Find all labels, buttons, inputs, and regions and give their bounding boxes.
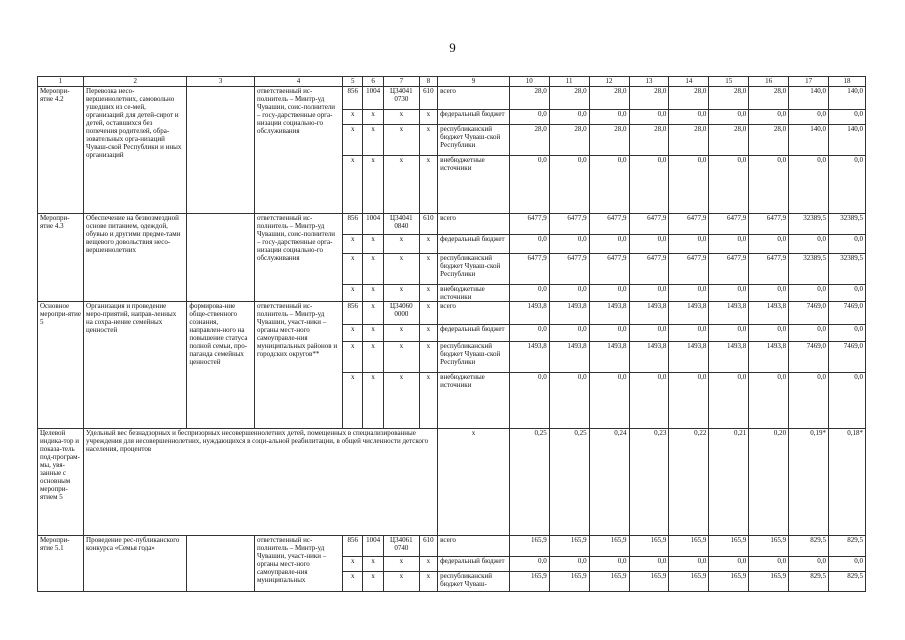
value-cell: 0,0 (509, 325, 549, 342)
code-cell: x (363, 285, 383, 302)
value-cell: 0,0 (749, 285, 789, 302)
value-cell: 1493,8 (709, 302, 749, 325)
value-cell: 7469,0 (829, 302, 866, 325)
value-cell: 32389,5 (829, 254, 866, 285)
value-cell: 165,9 (709, 536, 749, 557)
value-cell: 28,0 (509, 125, 549, 156)
code-cell: x (419, 572, 437, 592)
code-cell: x (383, 254, 419, 285)
funding-source-cell: внебюджетные источники (438, 156, 510, 214)
value-cell: 32389,5 (829, 214, 866, 235)
value-cell: 0,0 (709, 110, 749, 125)
code-cell: x (363, 557, 383, 572)
value-cell: 0,0 (789, 285, 829, 302)
value-cell: 0,0 (549, 235, 589, 254)
value-cell: 0,0 (709, 285, 749, 302)
value-cell: 0,0 (709, 557, 749, 572)
value-cell: 0,0 (789, 156, 829, 214)
funding-source-cell: федеральный бюджет (438, 557, 510, 572)
value-cell: 28,0 (669, 125, 709, 156)
code-cell: x (342, 373, 362, 429)
value-cell: 6477,9 (549, 254, 589, 285)
value-cell: 6477,9 (629, 214, 669, 235)
value-cell: 0,0 (829, 325, 866, 342)
value-cell: 0,0 (629, 373, 669, 429)
funding-source-cell: республиканский бюджет Чуваш-ской Республики (438, 254, 510, 285)
value-cell: 0,0 (789, 325, 829, 342)
executor-cell: ответственный ис-полнитель – Минтр-уд Чувашии, соис-полнители – госу-дарственные орга-низации социально-го обслуживания (254, 87, 342, 214)
value-cell: 829,5 (829, 572, 866, 592)
value-cell: 1493,8 (709, 342, 749, 373)
value-cell: 28,0 (709, 87, 749, 110)
value-cell: 0,0 (589, 557, 629, 572)
value-cell: 6477,9 (589, 214, 629, 235)
value-cell: 28,0 (629, 87, 669, 110)
value-cell: 0,0 (829, 373, 866, 429)
column-header: 10 (509, 77, 549, 87)
value-cell: 28,0 (629, 125, 669, 156)
code-cell: x (383, 235, 419, 254)
column-header: 12 (589, 77, 629, 87)
program-table (37, 76, 866, 592)
value-cell: 1493,8 (549, 342, 589, 373)
value-cell: 829,5 (829, 536, 866, 557)
funding-source-cell: федеральный бюджет (438, 235, 510, 254)
code-cell: x (342, 125, 362, 156)
value-cell: 165,9 (749, 572, 789, 592)
code-cell: x (419, 125, 437, 156)
value-cell: 0,0 (629, 285, 669, 302)
column-header: 15 (709, 77, 749, 87)
value-cell: 28,0 (549, 125, 589, 156)
value-cell: 28,0 (749, 87, 789, 110)
table-row (38, 536, 866, 557)
code-cell: x (363, 572, 383, 592)
value-cell: 1493,8 (629, 342, 669, 373)
code-cell: x (419, 156, 437, 214)
header-row (38, 77, 866, 87)
value-cell: 165,9 (669, 572, 709, 592)
code-cell: x (342, 342, 362, 373)
value-cell: 165,9 (749, 536, 789, 557)
indicator-value-cell: 0,19* (789, 429, 829, 536)
value-cell: 28,0 (589, 87, 629, 110)
value-cell: 1493,8 (629, 302, 669, 325)
code-cell: x (419, 373, 437, 429)
value-cell: 1493,8 (749, 342, 789, 373)
value-cell: 0,0 (589, 325, 629, 342)
code-cell: x (419, 254, 437, 285)
column-header: 8 (419, 77, 437, 87)
value-cell: 6477,9 (589, 254, 629, 285)
code-cell: 610 (419, 87, 437, 110)
value-cell: 6477,9 (509, 214, 549, 235)
activity-name-cell: Проведение рес-публиканского конкурса «Семья года» (84, 536, 187, 592)
value-cell: 0,0 (509, 110, 549, 125)
table-row (38, 87, 866, 110)
funding-source-cell: всего (438, 302, 510, 325)
value-cell: 165,9 (509, 572, 549, 592)
indicator-row (38, 429, 866, 536)
value-cell: 0,0 (629, 110, 669, 125)
code-cell: 1004 (363, 87, 383, 110)
activity-name-cell: Обеспечение на безвозмездной основе питанием, одеждой, обувью и другими предме-тами вещевого довольствия несо-вершеннолетних (84, 214, 187, 302)
value-cell: 1493,8 (749, 302, 789, 325)
value-cell: 0,0 (589, 110, 629, 125)
value-cell: 0,0 (789, 557, 829, 572)
indicator-text-cell: Удельный вес безнадзорных и беспризорных несовершеннолетних детей, помещенных в специализированные учреждения для несовершеннолетних, нуждающихся в соци-альной реабилитации, в общей численности детского населения, процентов (84, 429, 438, 536)
value-cell: 0,0 (789, 110, 829, 125)
code-cell: x (342, 156, 362, 214)
code-cell: x (363, 235, 383, 254)
value-cell: 165,9 (709, 572, 749, 592)
funding-source-cell: всего (438, 214, 510, 235)
value-cell: 0,0 (549, 285, 589, 302)
value-cell: 0,0 (629, 156, 669, 214)
code-cell: x (363, 325, 383, 342)
value-cell: 0,0 (669, 557, 709, 572)
value-cell: 0,0 (589, 373, 629, 429)
table-row (38, 302, 866, 325)
code-cell: x (419, 235, 437, 254)
value-cell: 140,0 (829, 125, 866, 156)
value-cell: 1493,8 (509, 342, 549, 373)
value-cell: 0,0 (589, 156, 629, 214)
code-cell: 856 (342, 536, 362, 557)
value-cell: 0,0 (749, 235, 789, 254)
indicator-value-cell: 0,20 (749, 429, 789, 536)
code-cell: x (419, 557, 437, 572)
column-header: 3 (187, 77, 255, 87)
value-cell: 140,0 (829, 87, 866, 110)
value-cell: 0,0 (509, 557, 549, 572)
activity-number-cell: Меропри-ятие 4.3 (38, 214, 84, 302)
value-cell: 140,0 (789, 125, 829, 156)
value-cell: 140,0 (789, 87, 829, 110)
column-header: 13 (629, 77, 669, 87)
value-cell: 7469,0 (789, 342, 829, 373)
code-cell: x (342, 557, 362, 572)
value-cell: 1493,8 (589, 302, 629, 325)
code-cell: x (342, 325, 362, 342)
value-cell: 0,0 (549, 373, 589, 429)
goal-cell (187, 87, 255, 214)
code-cell: x (419, 342, 437, 373)
value-cell: 0,0 (669, 325, 709, 342)
column-header: 4 (254, 77, 342, 87)
code-cell: Ц34041 0840 (383, 214, 419, 235)
executor-cell: ответственный ис-полнитель – Минтр-уд Чувашии, соис-полнители – госу-дарственные орга-низации социально-го обслуживания (254, 214, 342, 302)
value-cell: 0,0 (789, 373, 829, 429)
code-cell: 1004 (363, 536, 383, 557)
column-header: 1 (38, 77, 84, 87)
code-cell: x (383, 110, 419, 125)
value-cell: 28,0 (669, 87, 709, 110)
code-cell: x (363, 254, 383, 285)
code-cell: x (363, 110, 383, 125)
value-cell: 28,0 (549, 87, 589, 110)
code-cell: Ц34041 0730 (383, 87, 419, 110)
funding-source-cell: федеральный бюджет (438, 110, 510, 125)
code-cell: 610 (419, 536, 437, 557)
indicator-label-cell: Целевой индика-тор и показа-тель под-програм-мы, увя-занные с основным меропри-ятием 5 (38, 429, 84, 536)
code-cell: 610 (419, 214, 437, 235)
code-cell: x (363, 302, 383, 325)
activity-number-cell: Основное меропри-ятие 5 (38, 302, 84, 429)
value-cell: 0,0 (829, 110, 866, 125)
value-cell: 0,0 (789, 235, 829, 254)
value-cell: 0,0 (549, 325, 589, 342)
value-cell: 1493,8 (549, 302, 589, 325)
code-cell: x (383, 285, 419, 302)
value-cell: 6477,9 (709, 254, 749, 285)
code-cell: x (342, 110, 362, 125)
value-cell: 0,0 (589, 285, 629, 302)
value-cell: 165,9 (669, 536, 709, 557)
code-cell: x (383, 373, 419, 429)
table-row (38, 214, 866, 235)
activity-name-cell: Организация и проведение меро-приятий, направ-ленных на сохра-нение семейных ценностей (84, 302, 187, 429)
column-header: 2 (84, 77, 187, 87)
code-cell: x (419, 285, 437, 302)
code-cell: 856 (342, 214, 362, 235)
code-cell: x (383, 125, 419, 156)
value-cell: 165,9 (549, 572, 589, 592)
value-cell: 0,0 (709, 373, 749, 429)
funding-source-cell: республиканский бюджет Чуваш- (438, 572, 510, 592)
code-cell: x (363, 125, 383, 156)
goal-cell (187, 536, 255, 592)
value-cell: 0,0 (669, 235, 709, 254)
value-cell: 0,0 (509, 285, 549, 302)
code-cell: x (383, 342, 419, 373)
value-cell: 6477,9 (549, 214, 589, 235)
column-header: 17 (789, 77, 829, 87)
program-table-container (37, 76, 866, 606)
code-cell: x (342, 285, 362, 302)
indicator-x-cell: x (438, 429, 510, 536)
funding-source-cell: внебюджетные источники (438, 373, 510, 429)
page-number: 9 (449, 40, 456, 55)
code-cell: x (363, 373, 383, 429)
value-cell: 0,0 (629, 325, 669, 342)
goal-cell: формирова-ние обще-ственного сознания, направлен-ного на повышение статуса полной семьи, про-паганда семейных ценностей (187, 302, 255, 429)
value-cell: 1493,8 (589, 342, 629, 373)
code-cell: x (383, 325, 419, 342)
funding-source-cell: федеральный бюджет (438, 325, 510, 342)
code-cell: x (342, 254, 362, 285)
value-cell: 165,9 (629, 536, 669, 557)
value-cell: 0,0 (549, 557, 589, 572)
value-cell: 0,0 (549, 156, 589, 214)
code-cell: x (419, 302, 437, 325)
value-cell: 1493,8 (669, 342, 709, 373)
indicator-value-cell: 0,18* (829, 429, 866, 536)
funding-source-cell: всего (438, 536, 510, 557)
column-header: 11 (549, 77, 589, 87)
value-cell: 7469,0 (829, 342, 866, 373)
value-cell: 165,9 (509, 536, 549, 557)
code-cell: Ц34060 0000 (383, 302, 419, 325)
value-cell: 32389,5 (789, 254, 829, 285)
code-cell: x (342, 235, 362, 254)
value-cell: 6477,9 (709, 214, 749, 235)
code-cell: x (342, 572, 362, 592)
value-cell: 0,0 (589, 235, 629, 254)
value-cell: 28,0 (749, 125, 789, 156)
value-cell: 1493,8 (669, 302, 709, 325)
value-cell: 0,0 (709, 235, 749, 254)
value-cell: 6477,9 (749, 254, 789, 285)
indicator-value-cell: 0,25 (549, 429, 589, 536)
value-cell: 0,0 (749, 557, 789, 572)
column-header: 9 (438, 77, 510, 87)
value-cell: 7469,0 (789, 302, 829, 325)
value-cell: 0,0 (669, 285, 709, 302)
value-cell: 1493,8 (509, 302, 549, 325)
value-cell: 0,0 (829, 285, 866, 302)
column-header: 16 (749, 77, 789, 87)
value-cell: 28,0 (589, 125, 629, 156)
value-cell: 6477,9 (509, 254, 549, 285)
value-cell: 28,0 (709, 125, 749, 156)
value-cell: 0,0 (749, 110, 789, 125)
value-cell: 165,9 (589, 536, 629, 557)
funding-source-cell: республиканский бюджет Чуваш-ской Республики (438, 125, 510, 156)
code-cell: x (419, 110, 437, 125)
executor-cell: ответственный ис-полнитель – Минтр-уд Чувашии, участ-ники – органы мест-ного самоуправле-ния муниципальных районов и городских округов** (254, 302, 342, 429)
value-cell: 0,0 (669, 373, 709, 429)
code-cell: 856 (342, 302, 362, 325)
goal-cell (187, 214, 255, 302)
executor-cell: ответственный ис-полнитель – Минтр-уд Чувашии, участ-ники – органы мест-ного самоуправле-ния муниципальных (254, 536, 342, 592)
value-cell: 0,0 (749, 156, 789, 214)
value-cell: 0,0 (629, 557, 669, 572)
value-cell: 6477,9 (629, 254, 669, 285)
code-cell: x (363, 342, 383, 373)
value-cell: 0,0 (629, 235, 669, 254)
value-cell: 165,9 (549, 536, 589, 557)
code-cell: x (363, 156, 383, 214)
indicator-value-cell: 0,24 (589, 429, 629, 536)
funding-source-cell: республиканский бюджет Чуваш-ской Республики (438, 342, 510, 373)
value-cell: 0,0 (669, 110, 709, 125)
value-cell: 0,0 (549, 110, 589, 125)
value-cell: 32389,5 (789, 214, 829, 235)
code-cell: x (383, 557, 419, 572)
activity-number-cell: Меропри-ятие 4.2 (38, 87, 84, 214)
value-cell: 0,0 (509, 156, 549, 214)
value-cell: 6477,9 (749, 214, 789, 235)
value-cell: 165,9 (629, 572, 669, 592)
value-cell: 0,0 (709, 325, 749, 342)
value-cell: 0,0 (509, 235, 549, 254)
indicator-value-cell: 0,22 (669, 429, 709, 536)
indicator-value-cell: 0,21 (709, 429, 749, 536)
value-cell: 6477,9 (669, 254, 709, 285)
value-cell: 0,0 (709, 156, 749, 214)
indicator-value-cell: 0,25 (509, 429, 549, 536)
code-cell: x (383, 572, 419, 592)
indicator-value-cell: 0,23 (629, 429, 669, 536)
column-header: 14 (669, 77, 709, 87)
code-cell: x (419, 325, 437, 342)
column-header: 5 (342, 77, 362, 87)
value-cell: 0,0 (509, 373, 549, 429)
value-cell: 0,0 (749, 373, 789, 429)
funding-source-cell: внебюджетные источники (438, 285, 510, 302)
code-cell: 1004 (363, 214, 383, 235)
value-cell: 0,0 (829, 557, 866, 572)
column-header: 18 (829, 77, 866, 87)
funding-source-cell: всего (438, 87, 510, 110)
value-cell: 829,5 (789, 536, 829, 557)
value-cell: 0,0 (669, 156, 709, 214)
code-cell: x (383, 156, 419, 214)
code-cell: Ц34061 0740 (383, 536, 419, 557)
value-cell: 6477,9 (669, 214, 709, 235)
activity-name-cell: Перевозка несо-вершеннолетних, самовольно ушедших из се-мей, организаций для детей-сирот и детей, оставшихся без попечения родителей, обра-зовательных орга-низаций Чуваш-ской Республики и иных организаций (84, 87, 187, 214)
code-cell: 856 (342, 87, 362, 110)
value-cell: 0,0 (829, 235, 866, 254)
value-cell: 165,9 (589, 572, 629, 592)
value-cell: 0,0 (829, 156, 866, 214)
activity-number-cell: Меропри-ятие 5.1 (38, 536, 84, 592)
value-cell: 0,0 (749, 325, 789, 342)
value-cell: 829,5 (789, 572, 829, 592)
column-header: 6 (363, 77, 383, 87)
column-header: 7 (383, 77, 419, 87)
value-cell: 28,0 (509, 87, 549, 110)
